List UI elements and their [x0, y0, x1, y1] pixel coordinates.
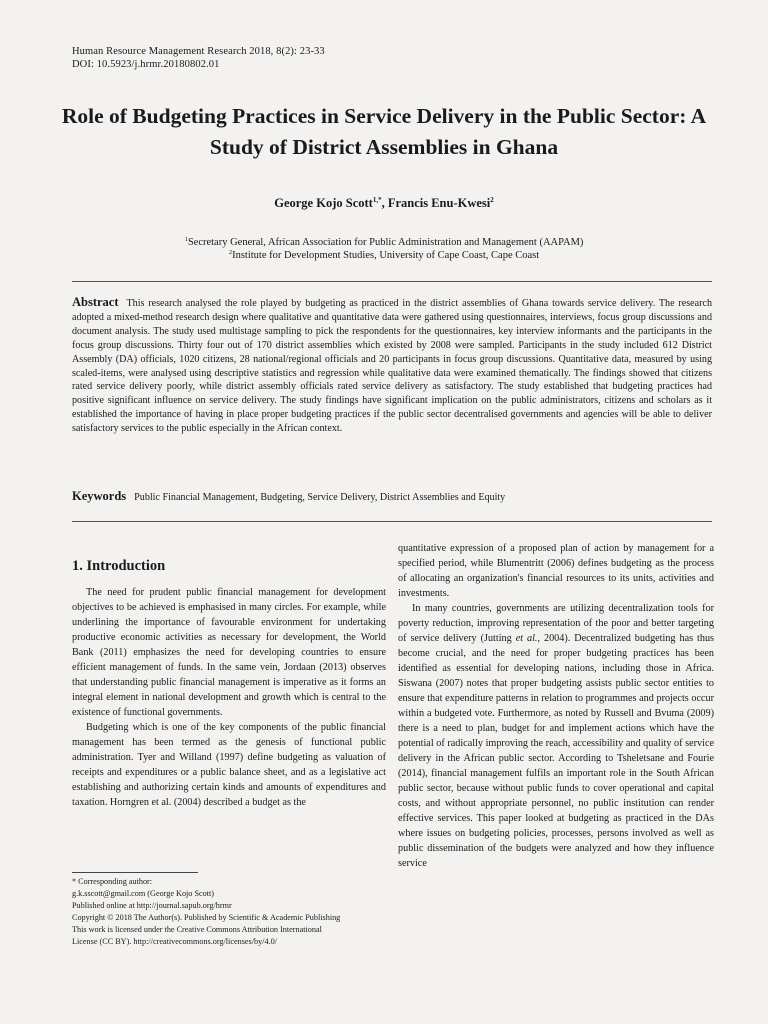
paragraph: Budgeting which is one of the key components of the public financial management has been termed as the genesis of functional public administration. Tyer and Willand (1997) define budgeting as valuation of receipts and expenditures or a public balance sheet, and as a legislative act establishing and authorizing certain kinds and amounts of expenditures and taxation. Horngren et al. (2004) described a budget as the — [72, 722, 386, 808]
doi-line: DOI: 10.5923/j.hrmr.20180802.01 — [72, 59, 220, 70]
footnote-line: This work is licensed under the Creative Commons Attribution International — [72, 925, 322, 934]
paragraph: quantitative expression of a proposed plan of action by management for a specified period, while Blumentritt (2006) defines budgeting as the process of allocating an organization's financial resources to its units, activities and investments. — [398, 543, 714, 599]
affiliation — [60, 249, 708, 262]
keywords-text: Public Financial Management, Budgeting, Service Delivery, District Assemblies and Equity — [134, 492, 506, 503]
author-name: George Kojo Scott — [274, 196, 373, 210]
paragraph-text: , 2004). Decentralized budgeting has thus become crucial, and the need for proper budgeting practices has been identified as essential for developing nations, including those in Africa. Siswana (2007) notes that proper budgeting assists public sector entities to ensure that expenditure patterns in relation to programmes and projects occur within a budgeted vote. Furthermore, as noted by Russell and Bvuma (2009) there is a need to plan, budget for and implement actions which have the potential of radically improving the reach, accessibility and quality of service delivery in the African public sector. According to Tsheletsane and Fourie (2014), financial management fulfils an important role in the South African public sector, because without public funds to cover operational and capital costs, and without appropriate personnel, no public institution can render effective services. This paper looked at budgeting as practiced in the DAs where issues on budgeting policies, processes, persons involved as well as public dissemination of the budgets were analyzed and how they influence service — [398, 633, 715, 869]
paragraph — [398, 601, 714, 871]
footnote-line: Published online at http://journal.sapub.org/hrmr — [72, 901, 232, 910]
divider — [72, 281, 712, 282]
affiliation-text: Secretary General, African Association for Public Administration and Management (AAPAM) — [187, 237, 584, 248]
abstract-label: Abstract — [72, 295, 119, 309]
footnote-divider — [72, 872, 198, 873]
paper-title: Role of Budgeting Practices in Service Delivery in the Public Sector: A Study of District Assemblies in Ghana — [61, 104, 707, 159]
affiliation-superscript: 1 — [184, 236, 188, 243]
affiliation-superscript: 2 — [228, 249, 233, 256]
abstract-text: This research analysed the role played by budgeting as practiced in the district assemblies of Ghana towards service delivery. The research adopted a mixed-method research design where qualitative and quantitative data were gathered using questionnaires, interviews, focus group discussions and document analysis. The study used multistage sampling to pick the respondents for the questionnaires, key interview informants and the participants in the focus group discussions. Thirty four out of 170 district assemblies which existed by 2008 were sampled. Participants in the study included 612 District Assembly (DA) officials, 1020 citizens, 28 national/regional officials and 20 participants in focus group discussions. Quantitative data, measured by using scaled-items, were analysed using descriptive statistics and regression while qualitative data were examined thematically. The findings showed that citizens rated service delivery poorly, while district assembly officials rated service delivery as satisfactory. The study established that budgeting practices had positive significant influence on service delivery. The study findings have significant implication on the public administrators, citizens and scholars as it established the importance of having in place proper budgeting practices if the public sector decentralised governments and agencies will be able to deliver satisfactory services to the public especially in the African context. — [72, 298, 712, 435]
paragraph: The need for prudent public financial management for development objectives to be achieved is emphasised in many circles. For example, while underlining the importance of favourable environment for undertaking productive economic activities as necessary for development, the World Bank (2011) emphasizes the need for developing countries to ensure efficient management of funds. In the same vein, Jordaan (2013) observes that understanding public financial management is imperative as it forms an integral element in national development and growth which is central to the existence of functional governments. — [72, 587, 386, 718]
footnote-line: License (CC BY). http://creativecommons.org/licenses/by/4.0/ — [72, 937, 277, 946]
left-column — [72, 585, 386, 810]
author-line — [60, 195, 708, 211]
author-separator: , — [381, 196, 388, 210]
divider — [72, 521, 712, 522]
paragraph-text: In many countries, governments are utilizing decentralization tools for poverty reduction, improving representation of the poor and better targeting of service delivery (Jutting — [398, 603, 714, 644]
author-superscript: 1,* — [372, 196, 382, 204]
footnote-line: * Corresponding author: — [72, 877, 153, 886]
affiliation — [60, 236, 708, 249]
author-superscript: 2 — [490, 196, 494, 204]
footnotes — [72, 876, 386, 948]
keywords — [72, 489, 712, 505]
section-heading: 1. Introduction — [72, 558, 166, 574]
journal-reference: Human Resource Management Research 2018, 8(2): 23-33 — [72, 46, 325, 57]
author-name: Francis Enu-Kwesi — [387, 196, 491, 210]
keywords-label: Keywords — [72, 489, 127, 503]
affiliation-text: Institute for Development Studies, University of Cape Coast, Cape Coast — [232, 250, 540, 261]
right-column — [398, 541, 714, 871]
abstract — [72, 296, 712, 436]
footnote-line: g.k.sscott@gmail.com (George Kojo Scott) — [72, 889, 215, 898]
paragraph-italic: et al. — [515, 633, 538, 644]
footnote-line: Copyright © 2018 The Author(s). Published by Scientific & Academic Publishing — [72, 913, 341, 922]
